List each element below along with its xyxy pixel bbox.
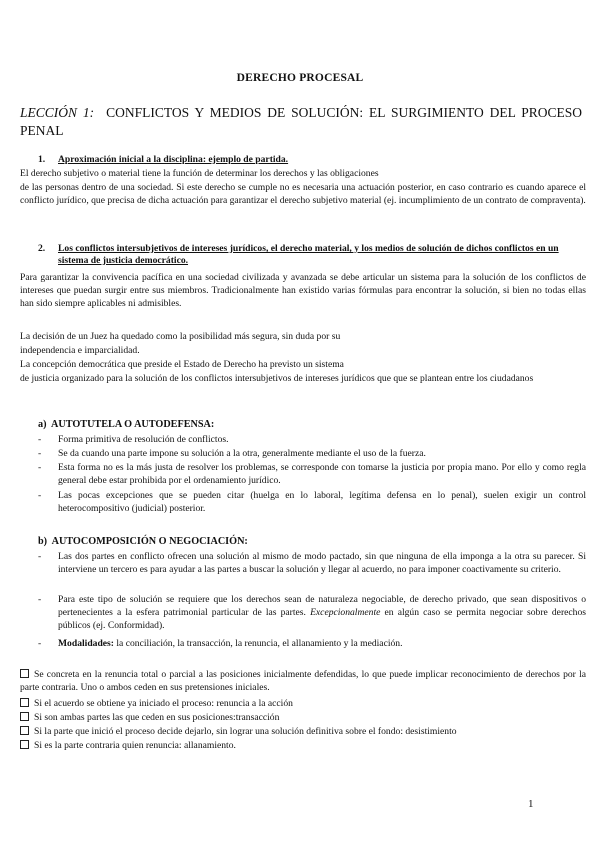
subsection-a-heading	[38, 418, 214, 431]
section-1-paragraph: de las personas dentro de una sociedad. Si este derecho se cumple no es necesaria una actuación posterior, en caso contrario es cuando aparece el conflicto jurídico, que precisa de dicha actuación para garantizar el derecho subjetivo material (ej. incumplimiento de un contrato de compraventa).	[20, 182, 586, 207]
modalidades-label: Modalidades:	[58, 638, 114, 649]
modalidades-text: la conciliación, la transacción, la renuncia, el allanamiento y la mediación.	[116, 638, 403, 649]
checklist-item	[20, 739, 586, 752]
list-item: Se da cuando una parte impone su solución a la otra, generalmente mediante el uso de la fuerza.	[58, 448, 426, 459]
section-2-line-d: de justicia organizado para la solución de los conflictos intersubjetivos de intereses jurídicos que que se plantean entre los ciudadanos	[20, 373, 534, 384]
section-2-line-b: independencia e imparcialidad.	[20, 345, 140, 356]
section-2-number: 2.	[38, 243, 46, 254]
lesson-title: CONFLICTOS Y MEDIOS DE SOLUCIÓN: EL SURGIMIENTO DEL PROCESO PENAL	[20, 105, 582, 138]
section-1-heading: Aproximación inicial a la disciplina: ejemplo de partida.	[58, 154, 289, 165]
subsection-b-heading	[38, 535, 248, 548]
section-2-heading: Los conflictos intersubjetivos de intereses jurídicos, el derecho material, y los medios de solución de dichos conflictos en un sistema de justicia democrático.	[58, 243, 559, 266]
bullet-dash: -	[38, 551, 42, 562]
checklist-item	[20, 711, 586, 724]
list-item	[58, 593, 586, 633]
subsection-b-label: b)	[38, 536, 48, 547]
page-number: 1	[528, 798, 534, 810]
bullet-dash: -	[38, 638, 42, 649]
checkbox-square-icon	[20, 726, 29, 735]
checklist-item	[20, 668, 586, 694]
list-item-text: Para este tipo de solución se requiere que los derechos sean de naturaleza negociable, de derecho privado, que sean dispositivos o pertenecientes a la esfera patrimonial particular de las partes.	[58, 594, 586, 619]
list-item: Esta forma no es la más justa de resolver los problemas, se corresponde con tomarse la justicia por propia mano. Por ello y como regla general debe estar prohibida por el ordenamiento jurídico.	[58, 462, 586, 487]
subsection-b-title: AUTOCOMPOSICIÓN O NEGOCIACIÓN:	[51, 536, 248, 547]
document-title: DERECHO PROCESAL	[236, 72, 364, 84]
list-item	[58, 637, 586, 650]
checklist-item-text: Se concreta en la renuncia total o parcial a las posiciones inicialmente defendidas, lo que puede implicar reconocimiento de derechos por la parte contraria. Uno o ambos ceden en sus pretensiones iniciales.	[20, 669, 586, 693]
checklist-item-text: Si es la parte contraria quien renuncia: allanamiento.	[34, 740, 236, 751]
lesson-heading	[20, 104, 582, 140]
bullet-dash: -	[38, 448, 42, 459]
checklist-item	[20, 725, 586, 738]
section-2-line-a: La decisión de un Juez ha quedado como la posibilidad más segura, sin duda por su	[20, 331, 341, 342]
checklist-item	[20, 697, 586, 710]
section-1-line: El derecho subjetivo o material tiene la función de determinar los derechos y las obligaciones	[20, 168, 379, 179]
list-item-emphasis: Excepcionalmente	[310, 607, 381, 619]
list-item: Las pocas excepciones que se pueden citar (huelga en lo laboral, legítima defensa en lo penal), suelen exigir un control heterocompositivo (judicial) posterior.	[58, 490, 586, 515]
section-1-number: 1.	[38, 154, 46, 165]
bullet-dash: -	[38, 490, 42, 501]
list-item-text: en algún caso se permita negociar sobre derechos públicos (ej. Conformidad).	[58, 607, 586, 632]
section-2-paragraph-1: Para garantizar la convivencia pacífica en una sociedad civilizada y avanzada se debe articular un sistema para la solución de los conflictos de intereses que puedan surgir entre sus miembros. Tradicionalmente han existido varias fórmulas para encontrar la solución, si bien no todas ellas han sido siempre aplicables ni admisibles.	[20, 272, 586, 310]
list-item: Las dos partes en conflicto ofrecen una solución al mismo de modo pactado, sin que ninguna de ella imponga a la otra su parecer. Si interviene un tercero es para ayudar a las partes a buscar la solución y llegar al acuerdo, no para imponer coactivamente su criterio.	[58, 551, 586, 576]
checkbox-square-icon	[20, 698, 29, 707]
checklist-item-text: Si el acuerdo se obtiene ya iniciado el proceso: renuncia a la acción	[34, 698, 293, 709]
subsection-a-title: AUTOTUTELA O AUTODEFENSA:	[51, 419, 215, 430]
bullet-dash: -	[38, 594, 42, 605]
lesson-label: LECCIÓN 1:	[20, 105, 95, 120]
checkbox-square-icon	[20, 712, 29, 721]
checklist-item-text: Si son ambas partes las que ceden en sus posiciones:transacción	[34, 712, 280, 723]
bullet-dash: -	[38, 462, 42, 473]
section-2-line-c: La concepción democrática que preside el Estado de Derecho ha previsto un sistema	[20, 359, 344, 370]
list-item: Forma primitiva de resolución de conflictos.	[58, 434, 229, 445]
subsection-a-label: a)	[38, 419, 47, 430]
bullet-dash: -	[38, 434, 42, 445]
checklist-item-text: Si la parte que inició el proceso decide dejarlo, sin lograr una solución definitiva sobre el fondo: desistimiento	[34, 726, 457, 737]
checkbox-square-icon	[20, 669, 29, 678]
checkbox-square-icon	[20, 740, 29, 749]
